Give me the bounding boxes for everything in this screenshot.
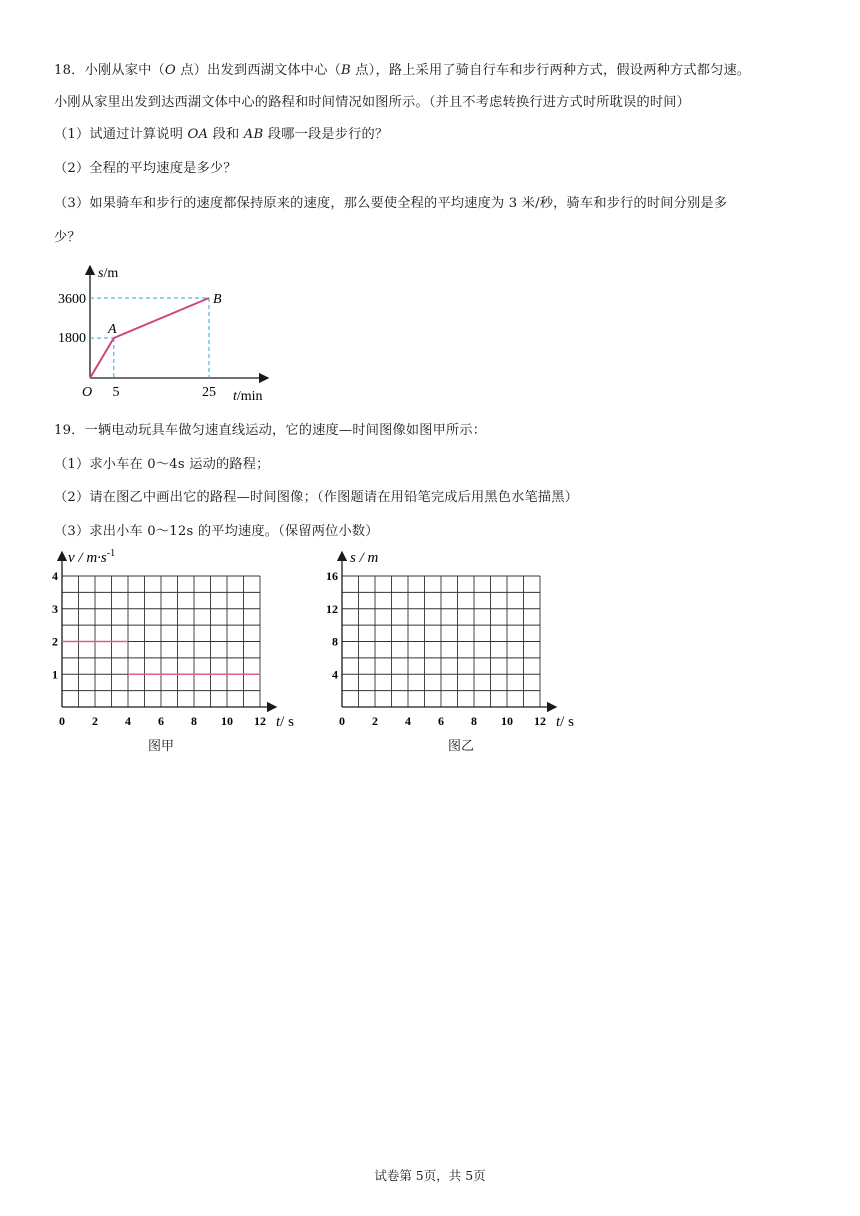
q18-part1: （1）试通过计算说明 OA 段和 AB 段哪一段是步行的？ bbox=[54, 127, 389, 142]
fig19a-x-tick: 4 bbox=[125, 714, 131, 728]
fig18-x-tick-5: 5 bbox=[112, 385, 120, 400]
q18-part3-line2: 少？ bbox=[54, 230, 81, 245]
fig19b-x-tick: 8 bbox=[471, 714, 477, 728]
fig19a-chart bbox=[40, 544, 315, 739]
fig19a-caption: 图甲 bbox=[148, 739, 175, 754]
q18-intro-line1: 18．小刚从家中（O 点）出发到西湖文体中心（B 点），路上采用了骑自行车和步行两种方式，假设两种方式都匀速。 bbox=[54, 63, 751, 78]
fig19a-x-tick: 0 bbox=[59, 714, 65, 728]
fig19b-x-label: t/ s bbox=[556, 714, 574, 730]
q18-part3-line1: （3）如果骑车和步行的速度都保持原来的速度，那么要使全程的平均速度为 3 米/秒，骑车和步行的时间分别是多 bbox=[54, 196, 728, 211]
fig19a-y-tick: 1 bbox=[52, 667, 58, 682]
fig19b-caption: 图乙 bbox=[448, 739, 475, 754]
fig19b-y-tick: 12 bbox=[326, 601, 338, 616]
fig19a-y-label: $v / m\cdot s^{-1}$ bbox=[68, 548, 116, 566]
fig19b-chart bbox=[320, 544, 595, 739]
fig18-origin-label: O bbox=[82, 385, 93, 400]
fig19b-y-label: s / m bbox=[350, 550, 379, 566]
fig19b-x-tick: 2 bbox=[372, 714, 378, 728]
fig19a-x-tick: 10 bbox=[221, 714, 233, 728]
fig18-y-tick-1800: 1800 bbox=[58, 331, 86, 346]
fig18-chart bbox=[50, 260, 290, 410]
fig19a-y-tick: 2 bbox=[52, 634, 58, 649]
q19-part1: （1）求小车在 0～4s 运动的路程； bbox=[54, 457, 270, 472]
q19-part3: （3）求出小车 0～12s 的平均速度。（保留两位小数） bbox=[54, 524, 379, 539]
fig19b-x-tick: 4 bbox=[405, 714, 411, 728]
fig19b-y-tick: 8 bbox=[332, 634, 338, 649]
fig19b-x-tick: 12 bbox=[534, 714, 546, 728]
fig18-y-tick-3600: 3600 bbox=[58, 292, 86, 307]
fig19b-x-tick: 10 bbox=[501, 714, 513, 728]
fig19a-x-tick: 12 bbox=[254, 714, 266, 728]
fig18-point-b-label: B bbox=[213, 292, 222, 307]
q18-intro-line2: 小刚从家里出发到达西湖文体中心的路程和时间情况如图所示。（并且不考虑转换行进方式时所耽误的时间） bbox=[54, 95, 690, 110]
fig19b-x-tick: 6 bbox=[438, 714, 444, 728]
q18-part2: （2）全程的平均速度是多少？ bbox=[54, 161, 237, 176]
fig18-x-label: t/min bbox=[233, 389, 263, 404]
fig19b-y-tick: 16 bbox=[326, 569, 338, 583]
fig19b-x-tick: 0 bbox=[339, 714, 345, 728]
fig19a-x-label: t/ s bbox=[276, 714, 294, 730]
page-footer: 试卷第 5页，共 5页 bbox=[374, 1168, 486, 1183]
fig19a-y-tick: 3 bbox=[52, 601, 58, 616]
q19-part2: （2）请在图乙中画出它的路程—时间图像；（作图题请在用铅笔完成后用黑色水笔描黑） bbox=[54, 490, 579, 505]
fig19b-y-tick: 4 bbox=[332, 667, 338, 682]
fig19a-x-tick: 6 bbox=[158, 714, 164, 728]
q19-intro: 19．一辆电动玩具车做匀速直线运动，它的速度—时间图像如图甲所示： bbox=[54, 423, 487, 438]
fig19a-x-tick: 8 bbox=[191, 714, 197, 728]
fig19a-y-tick: 4 bbox=[52, 569, 58, 583]
fig18-x-tick-25: 25 bbox=[202, 385, 216, 400]
fig18-y-label: s/m bbox=[98, 266, 119, 281]
fig19a-x-tick: 2 bbox=[92, 714, 98, 728]
fig18-point-a-label: A bbox=[108, 322, 117, 337]
